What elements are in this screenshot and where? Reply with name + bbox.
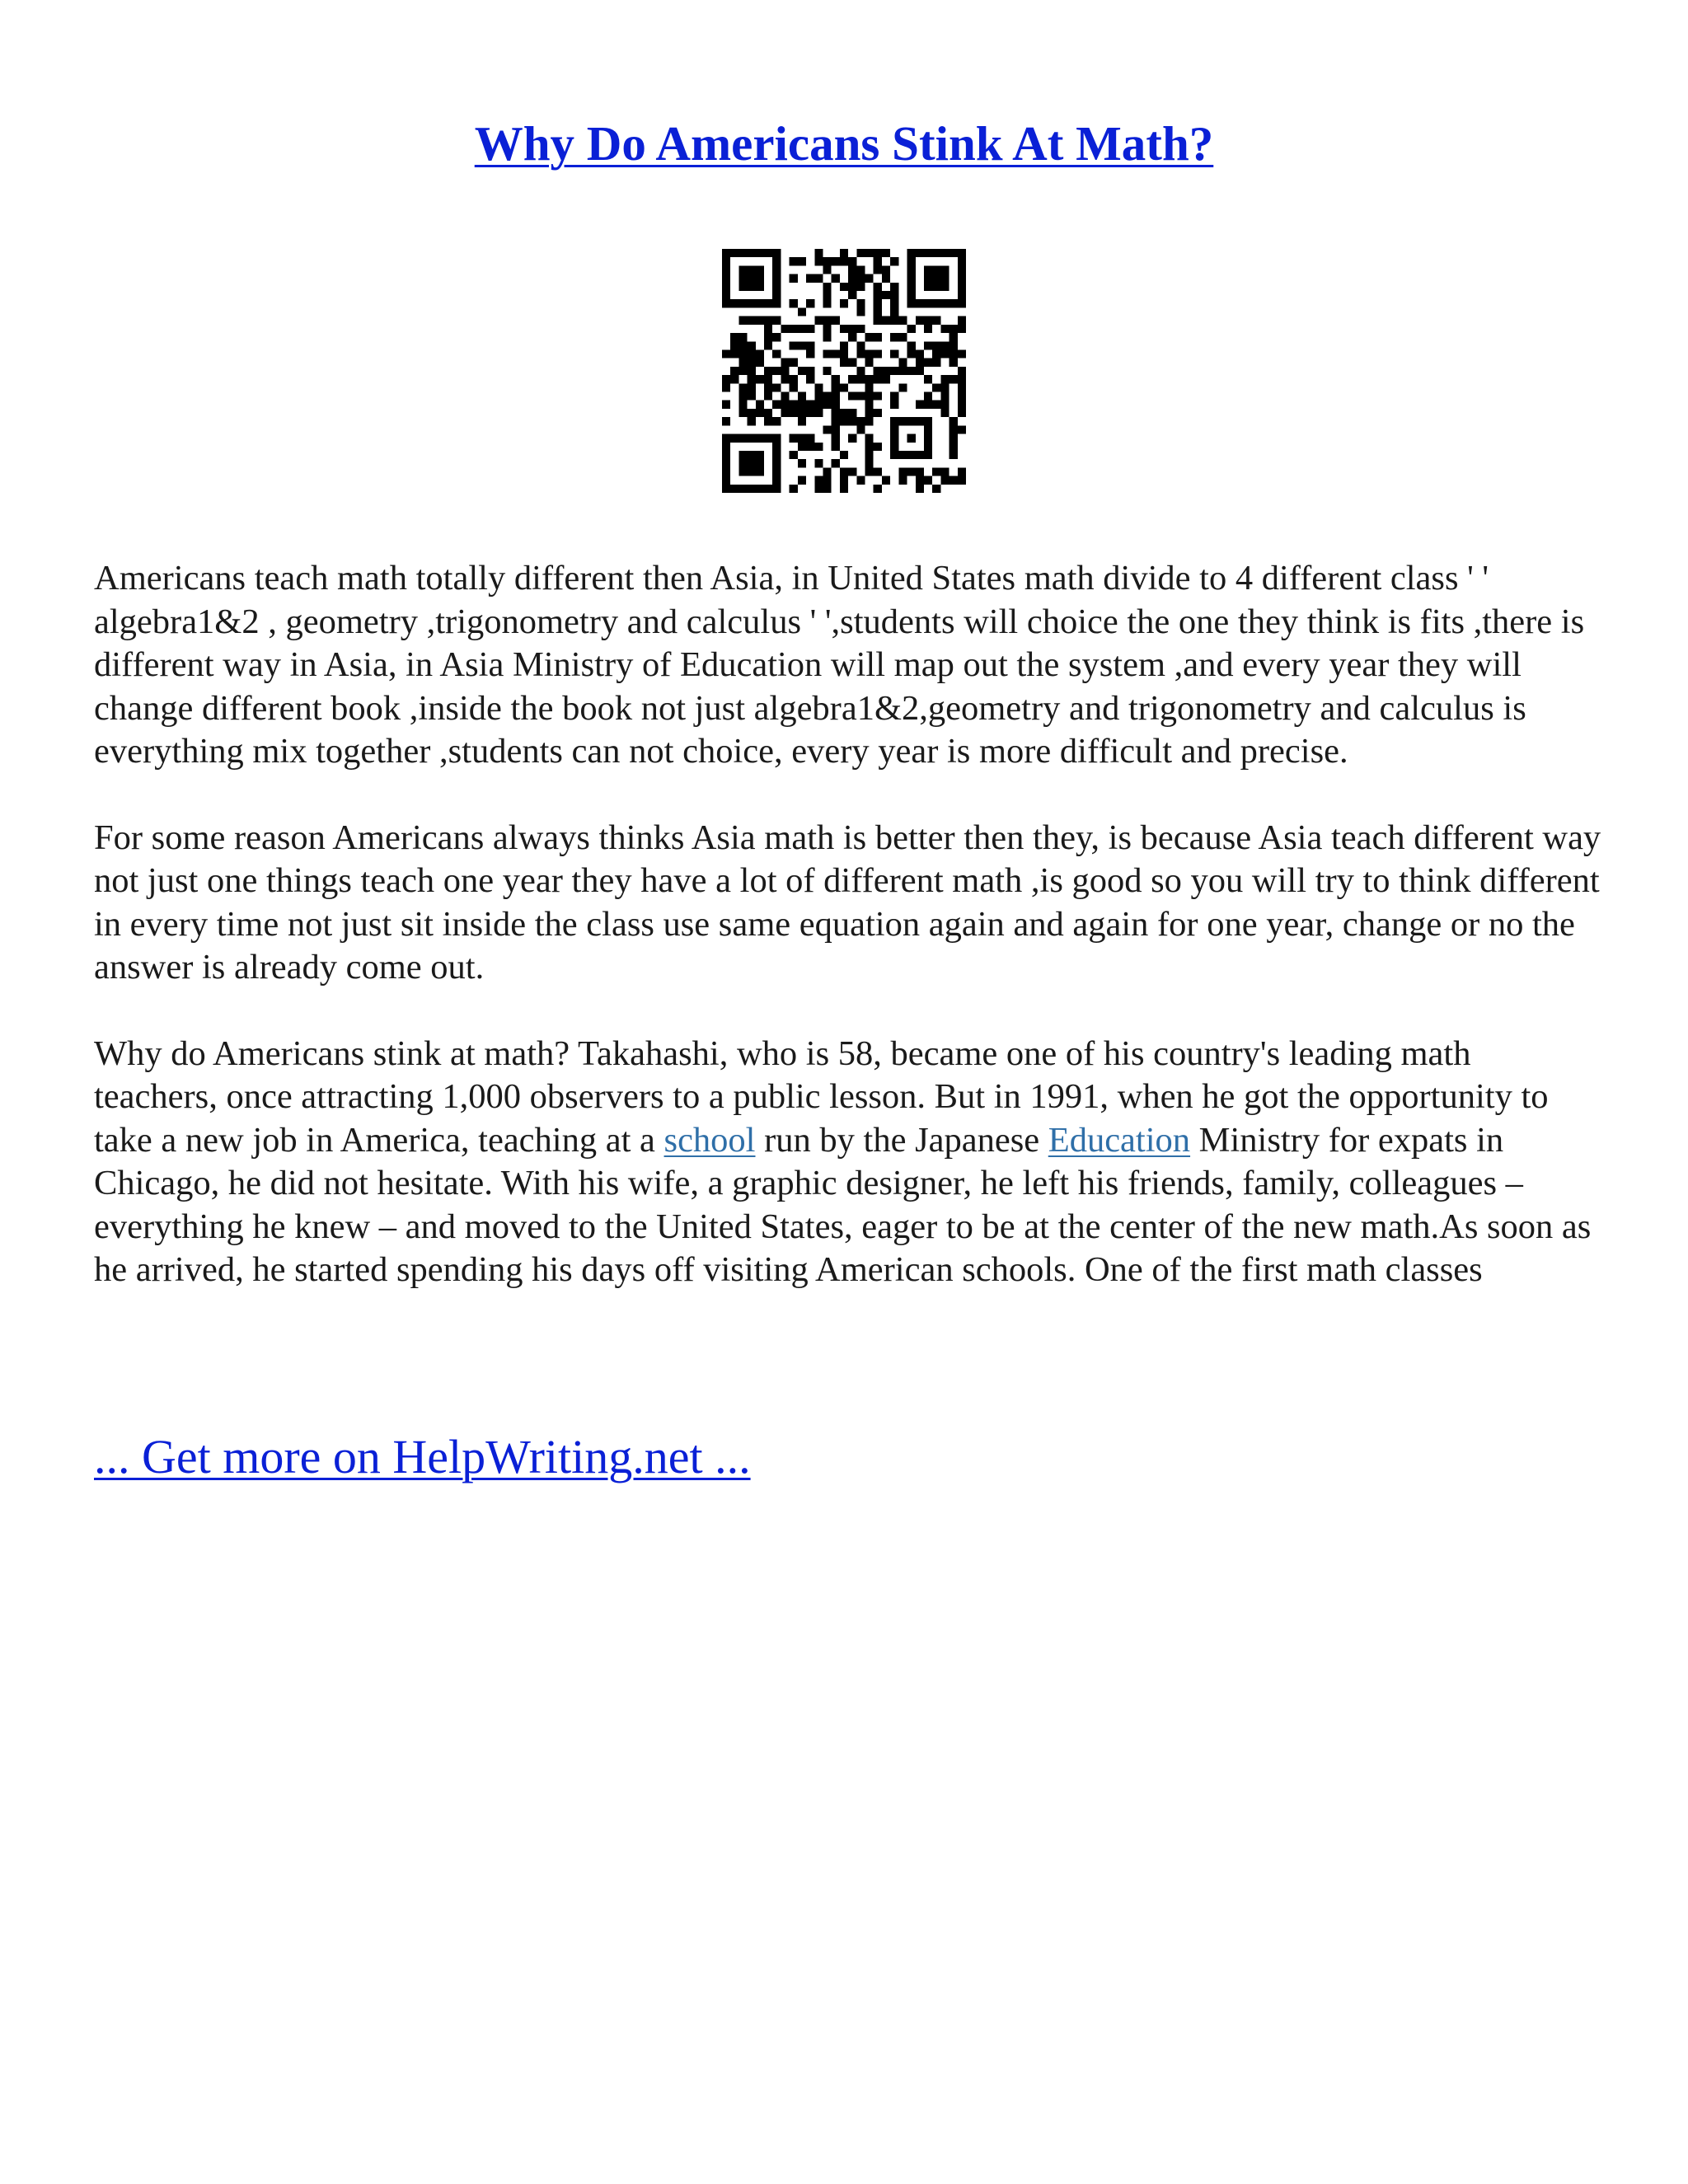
paragraph-3-text-c: Ministry for expats in Chicago, he did not hesitate. With his wife, a graphic designer, he left his friends, family, colleagues – everything he knew – and moved to the United States, eager to be at the center of the new math.As soon as he arrived, he started spending his days off visiting American schools. One of the first math classes (94, 1120, 1592, 1289)
get-more-link[interactable]: ... Get more on HelpWriting.net ... (94, 1430, 751, 1483)
school-link[interactable]: school (663, 1120, 756, 1160)
paragraph-2: For some reason Americans always thinks Asia math is better then they, is because Asia teach different way not just one things teach one year they have a lot of different math ,is good so you will try to think different in every time not just sit inside the class use same equation again and again for one year, change or no the answer is already come out. (94, 818, 1601, 987)
paragraph-1: Americans teach math totally different then Asia, in United States math divide to 4 different class ' ' algebra1&2 , geometry ,trigonometry and calculus ' ',students will choice the one they think is fits ,there is different way in Asia, in Asia Ministry of Education will map out the system ,and every year they will change different book ,inside the book not just algebra1&2,geometry and trigonometry and calculus is everything mix together ,students can not choice, every year is more difficult and precise. (94, 559, 1585, 771)
article-body (94, 557, 1602, 1335)
paragraph-3-text-b: run by the Japanese (755, 1120, 1048, 1160)
paragraph-3-text-a: Why do Americans stink at math? Takahashi, who is 58, became one of his country's leading math teachers, once attracting 1,000 observers to a public lesson. But in 1991, when he got the opportunity to take a new job in America, teaching at a (94, 1033, 1549, 1160)
qr-code-icon (722, 249, 966, 493)
document-title-link[interactable]: Why Do Americans Stink At Math? (474, 116, 1214, 171)
title-container (0, 115, 1688, 172)
education-link[interactable]: Education (1048, 1120, 1191, 1160)
paragraph-3 (94, 1033, 1602, 1292)
